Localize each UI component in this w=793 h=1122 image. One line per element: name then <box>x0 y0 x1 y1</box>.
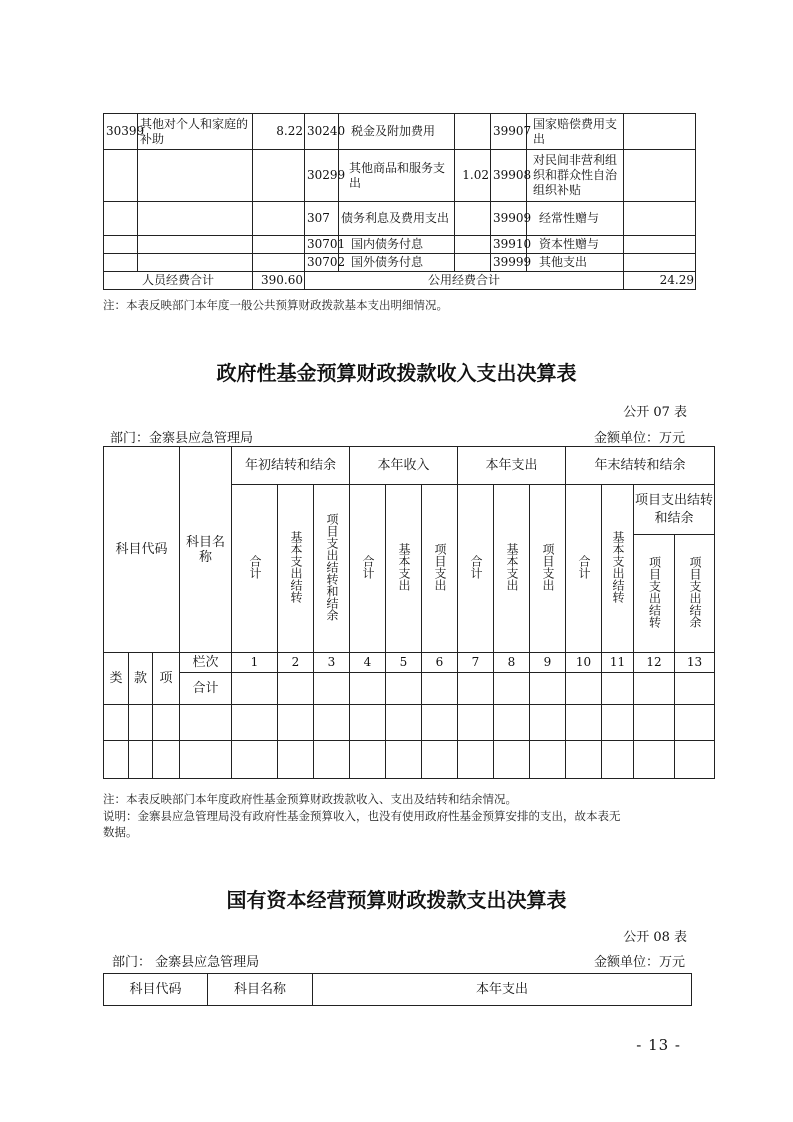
table-cell: 资本性赠与 <box>527 236 624 254</box>
table-code: 公开 07 表 <box>623 405 687 420</box>
personnel-total-value: 390.60 <box>253 272 305 290</box>
header-project-out: 项目支出 <box>433 542 447 591</box>
table-cell: 30702 <box>305 254 339 272</box>
total-row <box>104 673 715 705</box>
table-row <box>104 705 715 741</box>
table-cell: 国内债务付息 <box>339 236 455 254</box>
table2-note: 注：本表反映部门本年度政府性基金预算财政拨款收入、支出及结转和结余情况。 <box>103 792 517 806</box>
header-end-balance: 年末结转和结余 <box>566 447 715 485</box>
column-index: 7 <box>458 653 494 673</box>
table-cell <box>253 150 305 202</box>
table-cell: 39907 <box>491 114 527 150</box>
table-cell: 国家赔偿费用支出 <box>527 114 624 150</box>
table-cell: 国外债务付息 <box>339 254 455 272</box>
header-total: 合计 <box>248 554 262 579</box>
table-cell: 39908 <box>491 150 527 202</box>
gov-fund-table <box>103 446 715 779</box>
header-basic-out: 基本支出 <box>505 542 519 591</box>
table-cell: 债务利息及费用支出 <box>339 202 455 236</box>
table-cell <box>455 114 491 150</box>
header-project-out: 项目支出 <box>541 542 555 591</box>
header-total: 合计 <box>577 554 591 579</box>
header-basic-carry: 基本支出结转 <box>611 530 625 603</box>
page-number: - 13 - <box>636 1036 681 1054</box>
header-basic-carry: 基本支出结转 <box>289 530 303 603</box>
table-row <box>104 114 696 150</box>
column-index: 13 <box>675 653 715 673</box>
table-cell <box>624 254 696 272</box>
column-index: 5 <box>386 653 422 673</box>
public-total-value: 24.29 <box>624 272 696 290</box>
table-cell: 税金及附加费用 <box>339 114 455 150</box>
column-index: 1 <box>232 653 278 673</box>
table-cell <box>104 236 138 254</box>
table-cell <box>104 202 138 236</box>
table-cell: 39909 <box>491 202 527 236</box>
header-project-carry-group: 项目支出结转和结余 <box>634 485 715 535</box>
table-cell <box>138 202 253 236</box>
column-index: 2 <box>278 653 314 673</box>
personnel-total-label: 人员经费合计 <box>104 272 253 290</box>
table-row <box>104 254 696 272</box>
header-subject-code: 科目代码 <box>104 447 180 653</box>
header-lei: 类 <box>104 653 129 705</box>
unit-label: 金额单位：万元 <box>593 955 685 970</box>
section-title: 国有资本经营预算财政拨款支出决算表 <box>226 888 567 912</box>
public-total-label: 公用经费合计 <box>305 272 624 290</box>
table-row <box>104 741 715 779</box>
header-project-carryover: 项目支出结转 <box>647 555 662 628</box>
header-subject-name: 科目名称 <box>180 447 232 653</box>
table-cell: 30240 <box>305 114 339 150</box>
state-capital-table <box>103 973 692 1006</box>
table-cell <box>624 150 696 202</box>
table-cell <box>624 114 696 150</box>
table-cell: 1.02 <box>455 150 491 202</box>
table-cell: 39999 <box>491 254 527 272</box>
column-index: 12 <box>634 653 675 673</box>
table-cell: 30399 <box>104 114 138 150</box>
header-kuan: 款 <box>129 653 153 705</box>
header-begin-balance: 年初结转和结余 <box>232 447 350 485</box>
table-cell <box>455 236 491 254</box>
table-cell <box>104 150 138 202</box>
header-project-surplus: 项目支出结余 <box>688 555 702 628</box>
table-cell <box>455 202 491 236</box>
table-cell <box>253 236 305 254</box>
table-cell <box>624 202 696 236</box>
table-cell <box>104 254 138 272</box>
department-label: 部门：金寨县应急管理局 <box>110 431 254 446</box>
header-total: 合计 <box>361 554 375 579</box>
table2-explanation-cont: 数据。 <box>103 825 138 839</box>
column-index-row <box>104 653 715 673</box>
column-index: 3 <box>314 653 350 673</box>
basic-expense-detail-table <box>103 113 696 290</box>
column-index: 4 <box>350 653 386 673</box>
header-project-carry: 项目支出结转和结余 <box>325 512 339 621</box>
table-cell <box>253 202 305 236</box>
column-index: 10 <box>566 653 602 673</box>
column-index: 8 <box>494 653 530 673</box>
table-row <box>104 236 696 254</box>
header-year-expense: 本年支出 <box>458 447 566 485</box>
table-cell <box>253 254 305 272</box>
column-index: 6 <box>422 653 458 673</box>
row-label-lanci: 栏次 <box>180 653 232 673</box>
header-year-expense: 本年支出 <box>313 974 692 1006</box>
table-cell <box>624 236 696 254</box>
table-cell <box>138 150 253 202</box>
table-total-row <box>104 272 696 290</box>
table-cell: 8.22 <box>253 114 305 150</box>
header-basic-out: 基本支出 <box>397 542 411 591</box>
table-cell: 307 <box>305 202 339 236</box>
unit-label: 金额单位：万元 <box>593 431 685 446</box>
table-cell: 经常性赠与 <box>527 202 624 236</box>
header-total: 合计 <box>469 554 483 579</box>
table-cell: 对民间非营利组织和群众性自治组织补贴 <box>527 150 624 202</box>
table-cell: 其他对个人和家庭的补助 <box>138 114 253 150</box>
table-cell: 其他商品和服务支出 <box>339 150 455 202</box>
table-row <box>104 150 696 202</box>
table-row <box>104 202 696 236</box>
row-label-heji: 合计 <box>180 673 232 705</box>
table2-explanation: 说明：金寨县应急管理局没有政府性基金预算收入，也没有使用政府性基金预算安排的支出，故本表无 <box>103 809 621 823</box>
table1-note: 注：本表反映部门本年度一般公共预算财政拨款基本支出明细情况。 <box>103 298 448 312</box>
table-cell: 30701 <box>305 236 339 254</box>
column-index: 9 <box>530 653 566 673</box>
header-xiang: 项 <box>153 653 180 705</box>
header-subject-name: 科目名称 <box>208 974 313 1006</box>
table-cell <box>138 236 253 254</box>
table-code: 公开 08 表 <box>623 930 687 945</box>
page-title: 政府性基金预算财政拨款收入支出决算表 <box>216 361 577 385</box>
table-cell <box>138 254 253 272</box>
department-label: 部门： 金寨县应急管理局 <box>112 955 260 970</box>
column-index: 11 <box>602 653 634 673</box>
header-subject-code: 科目代码 <box>104 974 208 1006</box>
header-year-income: 本年收入 <box>350 447 458 485</box>
table-cell: 39910 <box>491 236 527 254</box>
table-cell: 30299 <box>305 150 339 202</box>
table-cell: 其他支出 <box>527 254 624 272</box>
table-cell <box>455 254 491 272</box>
